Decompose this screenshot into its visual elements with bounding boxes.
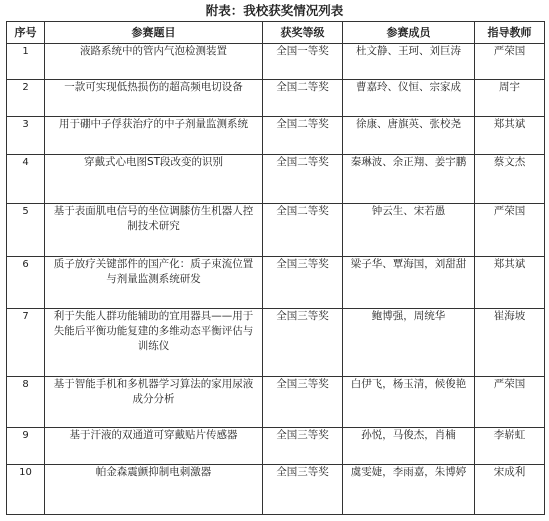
cell-level: 全国二等奖 [263, 204, 343, 257]
cell-members: 秦琳波、余正翔、姜宇鹏 [343, 155, 475, 204]
table-row [7, 44, 545, 80]
table-body [7, 44, 545, 515]
cell-teacher: 郑其斌 [475, 257, 545, 309]
cell-project: 基于表面肌电信号的坐位调膝仿生机器人控制技术研究 [45, 204, 263, 257]
awards-table [6, 21, 545, 515]
header-level: 获奖等级 [263, 22, 343, 44]
cell-no: 8 [7, 377, 45, 428]
table-row [7, 155, 545, 204]
cell-members: 梁子华、覃海国，刘甜甜 [343, 257, 475, 309]
table-row [7, 204, 545, 257]
cell-teacher: 李崭虹 [475, 428, 545, 465]
cell-teacher: 严荣国 [475, 377, 545, 428]
table-row [7, 117, 545, 155]
cell-teacher: 严荣国 [475, 44, 545, 80]
table-row [7, 257, 545, 309]
table-row [7, 309, 545, 377]
cell-teacher: 崔海坡 [475, 309, 545, 377]
cell-members: 孙悦，马俊杰，肖楠 [343, 428, 475, 465]
cell-project: 穿戴式心电图ST段改变的识别 [45, 155, 263, 204]
cell-members: 白伊飞，杨玉清，候俊艳 [343, 377, 475, 428]
cell-level: 全国三等奖 [263, 377, 343, 428]
cell-members: 徐康、唐旗英、张校尧 [343, 117, 475, 155]
header-no: 序号 [7, 22, 45, 44]
cell-no: 3 [7, 117, 45, 155]
table-header-row [7, 22, 545, 44]
cell-no: 1 [7, 44, 45, 80]
cell-teacher: 蔡文杰 [475, 155, 545, 204]
cell-level: 全国二等奖 [263, 80, 343, 117]
cell-project: 质子放疗关键部件的国产化：质子束流位置与剂量监测系统研发 [45, 257, 263, 309]
table-row [7, 428, 545, 465]
table-row [7, 80, 545, 117]
cell-members: 鲍博强，周统华 [343, 309, 475, 377]
cell-members: 杜文静、王珂、刘巨涛 [343, 44, 475, 80]
page-title: 附表：我校获奖情况列表 [205, 3, 344, 18]
cell-level: 全国三等奖 [263, 309, 343, 377]
cell-project: 一款可实现低热损伤的超高频电切设备 [45, 80, 263, 117]
cell-teacher: 严荣国 [475, 204, 545, 257]
cell-no: 4 [7, 155, 45, 204]
cell-no: 9 [7, 428, 45, 465]
cell-project: 液路系统中的管内气泡检测装置 [45, 44, 263, 80]
cell-no: 10 [7, 465, 45, 515]
table-row [7, 377, 545, 428]
cell-teacher: 周宇 [475, 80, 545, 117]
cell-members: 虞雯婕，李雨嘉，朱博婷 [343, 465, 475, 515]
cell-no: 7 [7, 309, 45, 377]
header-project: 参赛题目 [45, 22, 263, 44]
cell-no: 2 [7, 80, 45, 117]
cell-project: 用于硼中子俘获治疗的中子剂量监测系统 [45, 117, 263, 155]
cell-project: 基于汗液的双通道可穿戴贴片传感器 [45, 428, 263, 465]
cell-level: 全国三等奖 [263, 257, 343, 309]
cell-level: 全国二等奖 [263, 117, 343, 155]
cell-level: 全国一等奖 [263, 44, 343, 80]
cell-members: 钟云生、宋若愚 [343, 204, 475, 257]
header-teacher: 指导教师 [475, 22, 545, 44]
cell-level: 全国三等奖 [263, 465, 343, 515]
cell-project: 利于失能人群功能辅助的宜用器具——用于失能后平衡功能复建的多维动态平衡评估与训练仪 [45, 309, 263, 377]
cell-project: 基于智能手机和多机器学习算法的家用尿液成分分析 [45, 377, 263, 428]
cell-level: 全国三等奖 [263, 428, 343, 465]
header-members: 参赛成员 [343, 22, 475, 44]
cell-no: 6 [7, 257, 45, 309]
cell-teacher: 宋成利 [475, 465, 545, 515]
cell-members: 曹嘉玲、仪恒、宗家成 [343, 80, 475, 117]
cell-no: 5 [7, 204, 45, 257]
cell-teacher: 郑其斌 [475, 117, 545, 155]
table-row [7, 465, 545, 515]
cell-project: 帕金森震颤抑制电刺激器 [45, 465, 263, 515]
cell-level: 全国二等奖 [263, 155, 343, 204]
